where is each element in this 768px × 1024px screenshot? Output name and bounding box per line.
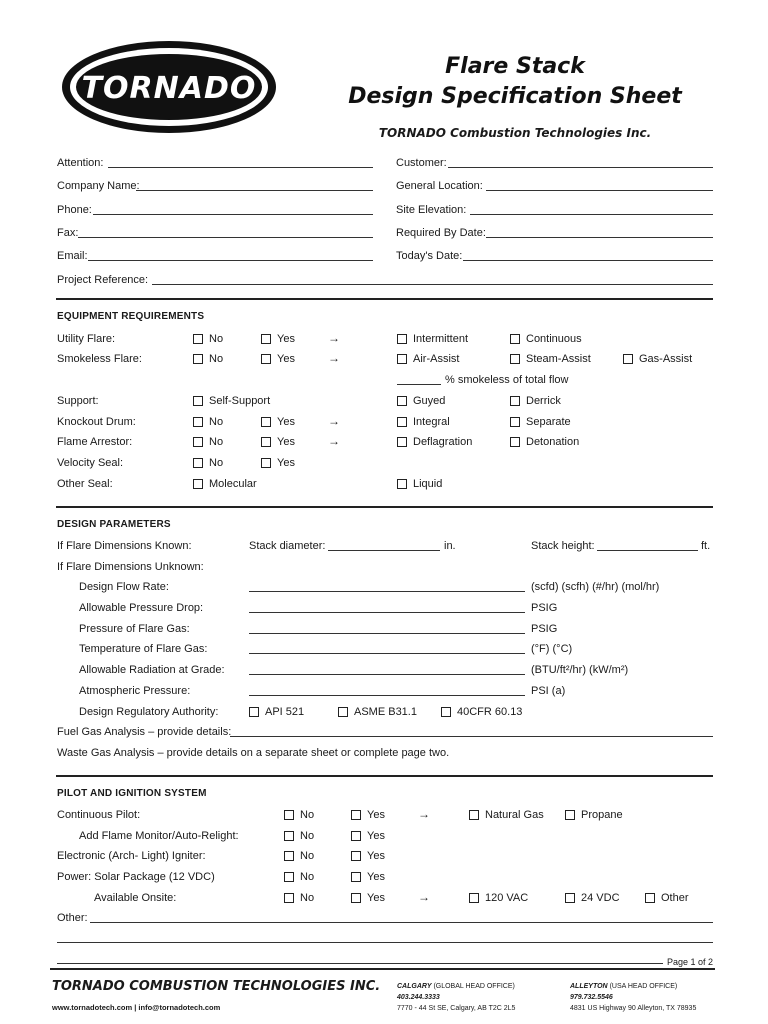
equipment-section-title: EQUIPMENT REQUIREMENTS [57, 311, 205, 322]
document-title-line2: Design Specification Sheet [348, 84, 682, 109]
detonation-option[interactable]: Detonation [510, 435, 579, 449]
other-field-line3[interactable] [57, 963, 663, 964]
section-divider [56, 775, 713, 777]
knockout-drum-label: Knockout Drum: [57, 416, 136, 428]
temperature-units: (°F) (°C) [531, 643, 573, 655]
company-name-label: Company Name: [57, 180, 140, 192]
design-section-title: DESIGN PARAMETERS [57, 519, 171, 530]
radiation-label: Allowable Radiation at Grade: [79, 664, 225, 676]
other-label: Other: [57, 912, 88, 924]
continuous-option[interactable]: Continuous [510, 332, 582, 346]
support-label: Support: [57, 395, 99, 407]
required-by-date-field[interactable] [486, 237, 713, 238]
flow-rate-field[interactable] [249, 591, 525, 592]
checkbox[interactable] [261, 354, 271, 364]
checkbox[interactable] [623, 354, 633, 364]
flame-arrestor-no-option[interactable]: No [193, 435, 223, 449]
checkbox[interactable] [510, 396, 520, 406]
calgary-phone: 403.244.3333 [397, 994, 440, 1001]
checkbox[interactable] [193, 417, 203, 427]
checkbox[interactable] [351, 831, 361, 841]
other-field-line1[interactable] [90, 922, 713, 923]
checkbox[interactable] [193, 354, 203, 364]
todays-date-field[interactable] [463, 260, 713, 261]
checkbox[interactable] [284, 893, 294, 903]
knockout-drum-yes-option[interactable]: Yes [261, 415, 295, 429]
guyed-option[interactable]: Guyed [397, 394, 445, 408]
arrow-icon: → [328, 331, 340, 345]
dims-known-label: If Flare Dimensions Known: [57, 540, 192, 552]
pressure-flare-gas-units: PSIG [531, 623, 558, 635]
checkbox[interactable] [284, 831, 294, 841]
fuel-gas-label: Fuel Gas Analysis – provide details: [57, 726, 232, 738]
general-location-label: General Location: [396, 180, 483, 192]
flame-arrestor-yes-option[interactable]: Yes [261, 435, 295, 449]
igniter-label: Electronic (Arch- Light) Igniter: [57, 850, 206, 862]
continuous-pilot-label: Continuous Pilot: [57, 809, 141, 821]
air-assist-option[interactable]: Air-Assist [397, 352, 459, 366]
checkbox[interactable] [645, 893, 655, 903]
project-reference-label: Project Reference: [57, 274, 149, 286]
self-support-option[interactable]: Self-Support [193, 394, 270, 408]
api-521-option[interactable]: API 521 [249, 705, 304, 719]
120vac-option[interactable]: 120 VAC [469, 891, 528, 905]
deflagration-option[interactable]: Deflagration [397, 435, 472, 449]
arrow-icon: → [418, 807, 430, 821]
fax-field[interactable] [78, 237, 373, 238]
checkbox[interactable] [397, 334, 407, 344]
continuous-pilot-no-option[interactable]: No [284, 808, 314, 822]
alleyton-phone: 979.732.5546 [570, 994, 613, 1001]
checkbox[interactable] [469, 893, 479, 903]
asme-option[interactable]: ASME B31.1 [338, 705, 417, 719]
smokeless-flare-no-option[interactable]: No [193, 352, 223, 366]
fuel-gas-field[interactable] [230, 736, 713, 737]
email-label: Email: [57, 250, 88, 262]
solar-yes-option[interactable]: Yes [351, 870, 385, 884]
pilot-section-title: PILOT AND IGNITION SYSTEM [57, 788, 207, 799]
separate-option[interactable]: Separate [510, 415, 571, 429]
checkbox[interactable] [284, 810, 294, 820]
propane-option[interactable]: Propane [565, 808, 623, 822]
checkbox[interactable] [249, 707, 259, 717]
page-number: Page 1 of 2 [667, 957, 714, 967]
stack-height-field[interactable] [597, 550, 698, 551]
site-elevation-label: Site Elevation: [396, 204, 467, 216]
temperature-field[interactable] [249, 653, 525, 654]
dims-unknown-label: If Flare Dimensions Unknown: [57, 561, 204, 573]
checkbox[interactable] [193, 437, 203, 447]
inches-unit: in. [444, 540, 456, 552]
smokeless-percent-label: % smokeless of total flow [445, 374, 569, 386]
customer-field[interactable] [448, 167, 713, 168]
available-onsite-label: Available Onsite: [94, 892, 177, 904]
checkbox[interactable] [510, 334, 520, 344]
velocity-seal-label: Velocity Seal: [57, 457, 124, 469]
liquid-option[interactable]: Liquid [397, 477, 442, 491]
stack-height-label: Stack height: [531, 540, 595, 552]
stack-diameter-label: Stack diameter: [249, 540, 326, 552]
checkbox[interactable] [261, 458, 271, 468]
todays-date-label: Today's Date: [396, 250, 463, 262]
checkbox[interactable] [510, 417, 520, 427]
calgary-name: CALGARY [397, 983, 432, 990]
steam-assist-option[interactable]: Steam-Assist [510, 352, 591, 366]
footer-company-name: TORNADO COMBUSTION TECHNOLOGIES INC. [52, 979, 381, 994]
checkbox[interactable] [338, 707, 348, 717]
utility-flare-yes-option[interactable]: Yes [261, 332, 295, 346]
checkbox[interactable] [397, 396, 407, 406]
footer-divider [50, 968, 715, 970]
checkbox[interactable] [261, 437, 271, 447]
arrow-icon: → [328, 414, 340, 428]
pressure-drop-field[interactable] [249, 612, 525, 613]
knockout-drum-no-option[interactable]: No [193, 415, 223, 429]
checkbox[interactable] [261, 417, 271, 427]
waste-gas-note: Waste Gas Analysis – provide details on a separate sheet or complete page two. [57, 747, 450, 759]
checkbox[interactable] [193, 396, 203, 406]
checkbox[interactable] [261, 334, 271, 344]
stack-diameter-field[interactable] [328, 550, 440, 551]
general-location-field[interactable] [486, 190, 713, 191]
utility-flare-label: Utility Flare: [57, 333, 116, 345]
checkbox[interactable] [441, 707, 451, 717]
arrow-icon: → [328, 434, 340, 448]
checkbox[interactable] [351, 851, 361, 861]
calgary-address: 7770 - 44 St SE, Calgary, AB T2C 2L5 [397, 1005, 516, 1012]
phone-field[interactable] [93, 214, 373, 215]
checkbox[interactable] [510, 437, 520, 447]
fax-label: Fax: [57, 227, 79, 239]
checkbox[interactable] [397, 417, 407, 427]
atmospheric-label: Atmospheric Pressure: [79, 685, 191, 697]
checkbox[interactable] [351, 810, 361, 820]
checkbox[interactable] [193, 458, 203, 468]
pressure-drop-label: Allowable Pressure Drop: [79, 602, 204, 614]
company-name-field[interactable] [136, 190, 373, 191]
checkbox[interactable] [351, 872, 361, 882]
checkbox[interactable] [397, 354, 407, 364]
radiation-units: (BTU/ft²/hr) (kW/m²) [531, 664, 629, 676]
intermittent-option[interactable]: Intermittent [397, 332, 468, 346]
atmospheric-units: PSI (a) [531, 685, 566, 697]
checkbox[interactable] [193, 479, 203, 489]
temperature-label: Temperature of Flare Gas: [79, 643, 208, 655]
checkbox[interactable] [193, 334, 203, 344]
svg-text:TORNADO: TORNADO [81, 71, 257, 106]
velocity-seal-no-option[interactable]: No [193, 456, 223, 470]
section-divider [56, 506, 713, 508]
site-elevation-field[interactable] [470, 214, 713, 215]
phone-label: Phone: [57, 204, 92, 216]
attention-field[interactable] [108, 167, 373, 168]
natural-gas-option[interactable]: Natural Gas [469, 808, 544, 822]
radiation-field[interactable] [249, 674, 525, 675]
flame-monitor-yes-option[interactable]: Yes [351, 829, 385, 843]
pressure-drop-units: PSIG [531, 602, 558, 614]
customer-label: Customer: [396, 157, 447, 169]
integral-option[interactable]: Integral [397, 415, 450, 429]
company-name-header: TORNADO Combustion Technologies Inc. [378, 126, 652, 140]
arrow-icon: → [418, 890, 430, 904]
document-title-line1: Flare Stack [445, 54, 585, 79]
checkbox[interactable] [397, 437, 407, 447]
checkbox[interactable] [510, 354, 520, 364]
required-by-date-label: Required By Date: [396, 227, 486, 239]
flow-rate-units: (scfd) (scfh) (#/hr) (mol/hr) [531, 581, 660, 593]
checkbox[interactable] [284, 851, 294, 861]
24vdc-option[interactable]: 24 VDC [565, 891, 620, 905]
tornado-logo [59, 38, 279, 136]
arrow-icon: → [328, 351, 340, 365]
regulatory-label: Design Regulatory Authority: [79, 706, 219, 718]
alleyton-office [570, 981, 696, 1014]
email-field[interactable] [88, 260, 373, 261]
checkbox[interactable] [469, 810, 479, 820]
checkbox[interactable] [284, 872, 294, 882]
igniter-no-option[interactable]: No [284, 849, 314, 863]
flow-rate-label: Design Flow Rate: [79, 581, 169, 593]
gas-assist-option[interactable]: Gas-Assist [623, 352, 692, 366]
calgary-note: (GLOBAL HEAD OFFICE) [433, 983, 515, 990]
continuous-pilot-yes-option[interactable]: Yes [351, 808, 385, 822]
derrick-option[interactable]: Derrick [510, 394, 561, 408]
igniter-yes-option[interactable]: Yes [351, 849, 385, 863]
alleyton-address: 4831 US Highway 90 Alleyton, TX 78935 [570, 1005, 697, 1012]
molecular-option[interactable]: Molecular [193, 477, 257, 491]
footer-website[interactable]: www.tornadotech.com | info@tornadotech.com [52, 1003, 221, 1012]
onsite-yes-option[interactable]: Yes [351, 891, 385, 905]
section-divider [56, 298, 713, 300]
pressure-flare-gas-label: Pressure of Flare Gas: [79, 623, 190, 635]
other-seal-label: Other Seal: [57, 478, 113, 490]
alleyton-note: (USA HEAD OFFICE) [609, 983, 678, 990]
power-label: Power: Solar Package (12 VDC) [57, 871, 215, 883]
alleyton-name: ALLEYTON [570, 983, 608, 990]
velocity-seal-yes-option[interactable]: Yes [261, 456, 295, 470]
checkbox[interactable] [565, 810, 575, 820]
flame-monitor-no-option[interactable]: No [284, 829, 314, 843]
other-power-option[interactable]: Other [645, 891, 689, 905]
atmospheric-field[interactable] [249, 695, 525, 696]
smokeless-percent-field[interactable] [397, 384, 441, 385]
other-field-line2[interactable] [57, 942, 713, 943]
attention-label: Attention: [57, 157, 104, 169]
flame-arrestor-label: Flame Arrestor: [57, 436, 133, 448]
feet-unit: ft. [701, 540, 711, 552]
project-reference-field[interactable] [152, 284, 713, 285]
smokeless-flare-label: Smokeless Flare: [57, 353, 142, 365]
utility-flare-no-option[interactable]: No [193, 332, 223, 346]
checkbox[interactable] [397, 479, 407, 489]
calgary-office [397, 981, 515, 1014]
flame-monitor-label: Add Flame Monitor/Auto-Relight: [79, 830, 239, 842]
solar-no-option[interactable]: No [284, 870, 314, 884]
cfr-option[interactable]: 40CFR 60.13 [441, 705, 522, 719]
onsite-no-option[interactable]: No [284, 891, 314, 905]
checkbox[interactable] [351, 893, 361, 903]
smokeless-flare-yes-option[interactable]: Yes [261, 352, 295, 366]
pressure-flare-gas-field[interactable] [249, 633, 525, 634]
checkbox[interactable] [565, 893, 575, 903]
